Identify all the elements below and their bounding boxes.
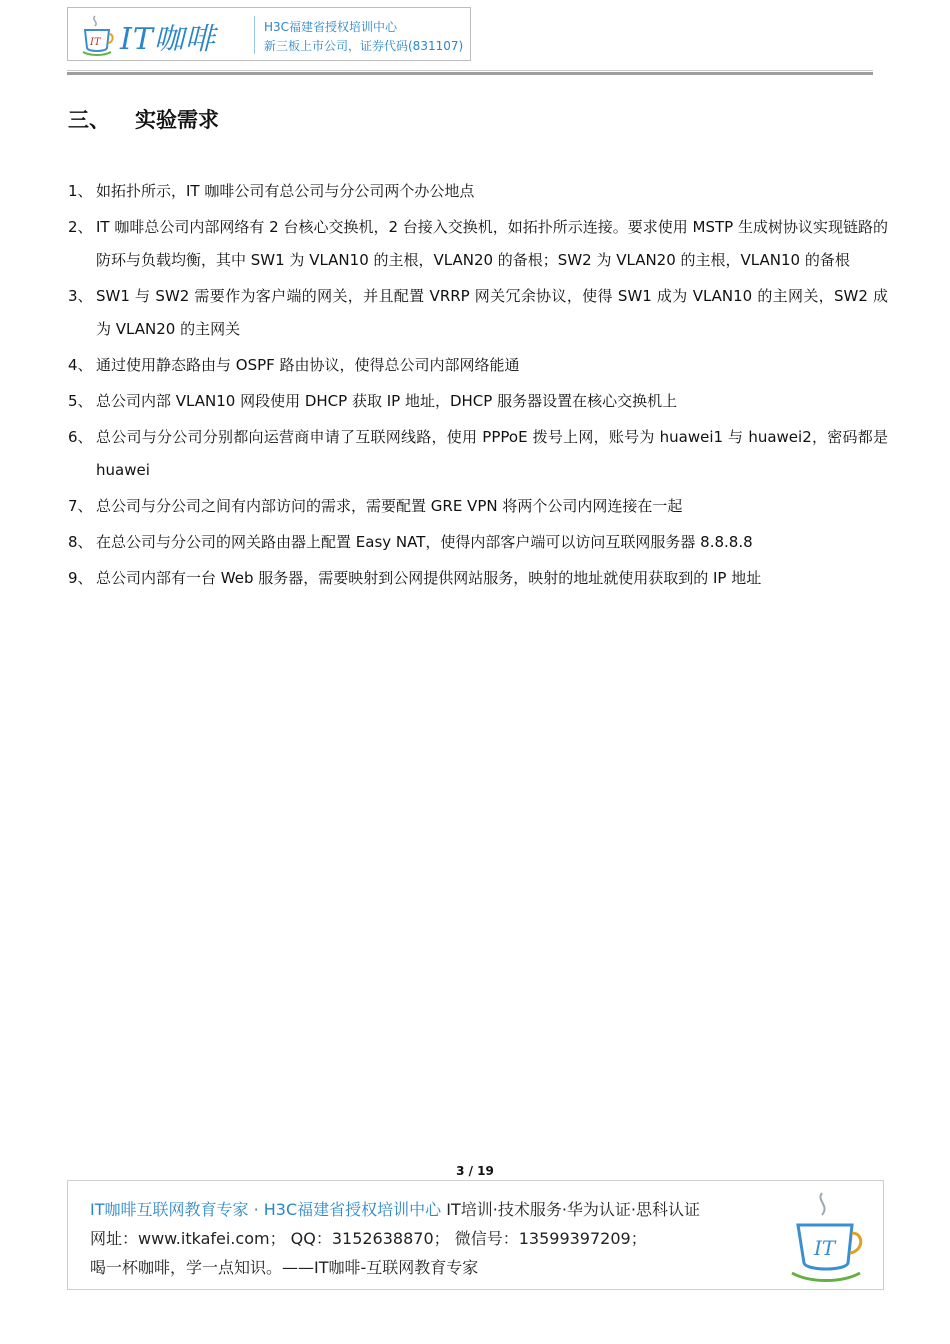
item-text: SW1 与 SW2 需要作为客户端的网关，并且配置 VRRP 网关冗余协议，使得 SW1 成为 VLAN10 的主网关，SW2 成为 VLAN20 的主网关 — [96, 287, 888, 338]
footer-contact: 网址：www.itkafei.com； QQ：3152638870； 微信号：13599397209； — [90, 1229, 647, 1248]
item-text: IT 咖啡总公司内部网络有 2 台核心交换机，2 台接入交换机，如拓扑所示连接。要求使用 MSTP 生成树协议实现链路的防环与负载均衡，其中 SW1 为 VLAN10 的主根，VLAN20 的备根；SW2 为 VLAN20 的主根，VLAN10 的备根 — [96, 218, 888, 269]
list-item — [68, 280, 888, 346]
item-text: 总公司与分公司之间有内部访问的需求，需要配置 GRE VPN 将两个公司内网连接在一起 — [96, 497, 683, 515]
footer-banner — [67, 1180, 884, 1290]
page-number: 3 / 19 — [456, 1164, 494, 1178]
item-number: 2、 — [68, 218, 93, 236]
header-banner — [67, 7, 471, 61]
list-item — [68, 175, 888, 208]
list-item — [68, 211, 888, 277]
header-subtitle-2: 新三板上市公司，证券代码(831107) — [264, 39, 464, 53]
footer-line-1 — [90, 1197, 700, 1220]
requirements-list — [68, 175, 888, 598]
item-text: 在总公司与分公司的网关路由器上配置 Easy NAT，使得内部客户端可以访问互联网服务器 8.8.8.8 — [96, 533, 753, 551]
list-item — [68, 421, 888, 487]
section-number: 三、 — [68, 108, 110, 132]
footer-tagline: IT咖啡互联网教育专家 · H3C福建省授权培训中心 — [90, 1200, 442, 1219]
list-item — [68, 526, 888, 559]
item-number: 8、 — [68, 533, 93, 551]
item-text: 总公司内部 VLAN10 网段使用 DHCP 获取 IP 地址，DHCP 服务器设置在核心交换机上 — [96, 392, 678, 410]
header-subtitle-1: H3C福建省授权培训中心 — [264, 20, 398, 34]
cup-text: IT — [90, 37, 101, 48]
item-number: 7、 — [68, 497, 93, 515]
item-number: 4、 — [68, 356, 93, 374]
item-number: 9、 — [68, 569, 93, 587]
footer-slogan: 喝一杯咖啡，学一点知识。——IT咖啡-互联网教育专家 — [90, 1258, 479, 1277]
list-item — [68, 385, 888, 418]
header-rule-thick — [67, 72, 873, 75]
item-number: 1、 — [68, 182, 93, 200]
header-divider — [254, 16, 255, 54]
list-item — [68, 349, 888, 382]
list-item — [68, 490, 888, 523]
coffee-cup-logo-icon — [80, 14, 114, 56]
list-item — [68, 562, 888, 595]
header-rule-thin — [67, 70, 873, 71]
brand-logo-text: IT咖啡 — [120, 22, 216, 57]
footer-services: IT培训·技术服务·华为认证·思科认证 — [446, 1200, 700, 1219]
item-text: 总公司与分公司分别都向运营商申请了互联网线路，使用 PPPoE 拨号上网，账号为 huawei1 与 huawei2，密码都是 huawei — [96, 428, 888, 479]
cup-text: IT — [814, 1236, 836, 1260]
item-number: 3、 — [68, 287, 93, 305]
item-text: 通过使用静态路由与 OSPF 路由协议，使得总公司内部网络能通 — [96, 356, 520, 374]
coffee-cup-logo-icon — [786, 1189, 866, 1285]
item-number: 6、 — [68, 428, 93, 446]
item-number: 5、 — [68, 392, 93, 410]
item-text: 总公司内部有一台 Web 服务器，需要映射到公网提供网站服务，映射的地址就使用获取到的 IP 地址 — [96, 569, 762, 587]
item-text: 如拓扑所示，IT 咖啡公司有总公司与分公司两个办公地点 — [96, 182, 475, 200]
section-title: 实验需求 — [135, 108, 219, 132]
